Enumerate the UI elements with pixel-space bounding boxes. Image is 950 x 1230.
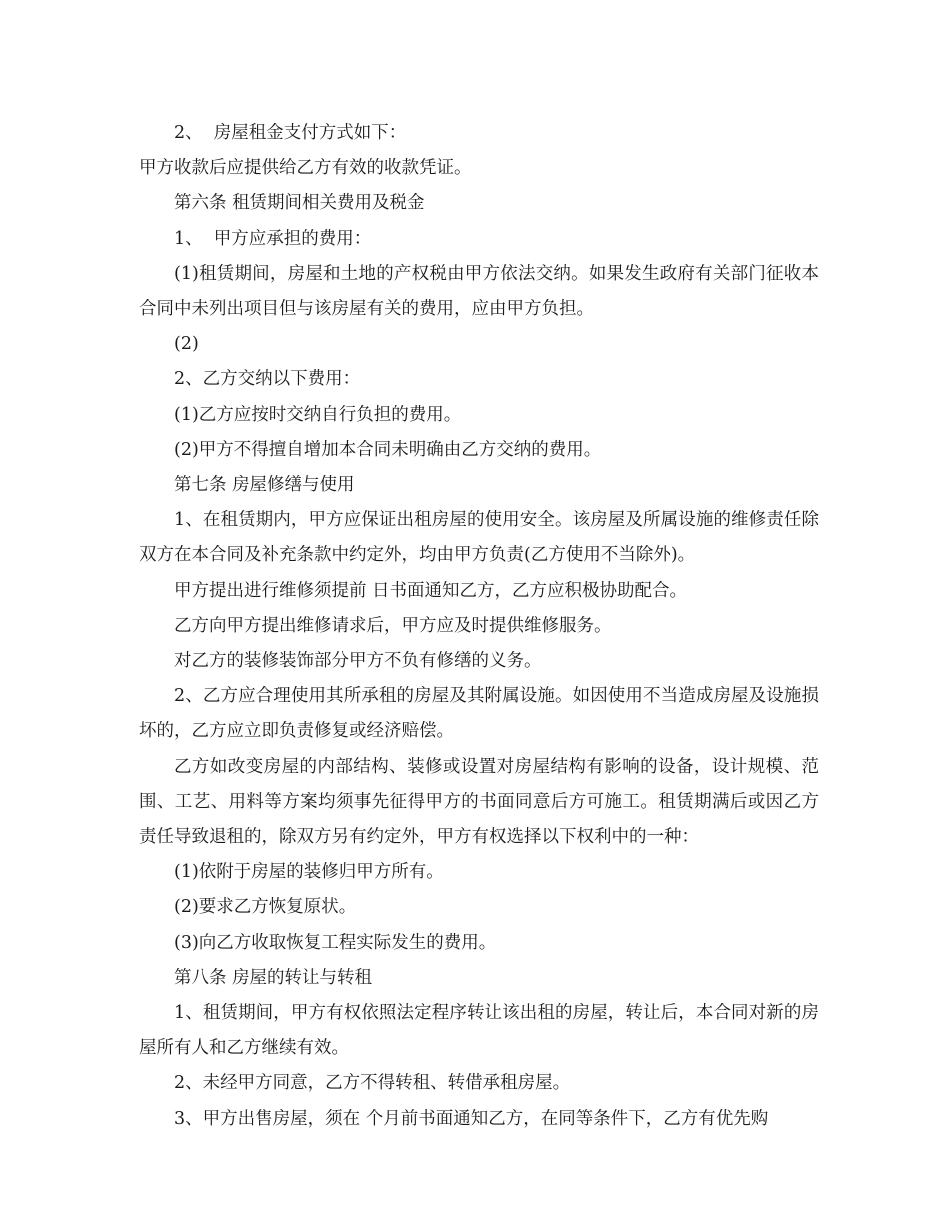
paragraph-no-sublet: 2、未经甲方同意，乙方不得转租、转借承租房屋。 bbox=[174, 1073, 571, 1094]
paragraph-party-a-costs: 1、 甲方应承担的费用： bbox=[174, 228, 372, 249]
heading-article-8: 第八条 房屋的转让与转租 bbox=[174, 967, 373, 988]
paragraph-repair-request: 乙方向甲方提出维修请求后，甲方应及时提供维修服务。 bbox=[174, 615, 612, 636]
paragraph-option-2: (2)要求乙方恢复原状。 bbox=[174, 897, 357, 918]
paragraph-no-extra-fees: (2)甲方不得擅自增加本合同未明确由乙方交纳的费用。 bbox=[174, 439, 602, 460]
paragraph-property-tax: (1)租赁期间，房屋和土地的产权税由甲方依法交纳。如果发生政府有关部门征收本合同中未列出项目但与该房屋有关的费用，应由甲方负担。 bbox=[139, 263, 819, 320]
paragraph-blank-item-2: (2) bbox=[174, 334, 199, 355]
paragraph-maintenance-duty: 1、在租赁期内，甲方应保证出租房屋的使用安全。该房屋及所属设施的维修责任除双方在本合同及补充条款中约定外，均由甲方负责(乙方使用不当除外)。 bbox=[139, 510, 819, 566]
paragraph-transfer: 1、租赁期间，甲方有权依照法定程序转让该出租的房屋，转让后，本合同对新的房屋所有人和乙方继续有效。 bbox=[139, 1003, 819, 1059]
paragraph-receipt: 甲方收款后应提供给乙方有效的收款凭证。 bbox=[139, 158, 472, 179]
paragraph-reasonable-use: 2、乙方应合理使用其所承租的房屋及其附属设施。如因使用不当造成房屋及设施损坏的，乙方应立即负责修复或经济赔偿。 bbox=[139, 686, 819, 742]
paragraph-sale-notice: 3、甲方出售房屋，须在 个月前书面通知乙方，在同等条件下，乙方有优先购 bbox=[174, 1108, 769, 1129]
paragraph-option-3: (3)向乙方收取恢复工程实际发生的费用。 bbox=[174, 932, 497, 953]
document-body bbox=[139, 116, 819, 1137]
paragraph-pay-on-time: (1)乙方应按时交纳自行负担的费用。 bbox=[174, 404, 462, 425]
heading-article-6: 第六条 租赁期间相关费用及税金 bbox=[174, 193, 425, 214]
paragraph-option-1: (1)依附于房屋的装修归甲方所有。 bbox=[174, 862, 444, 883]
paragraph-repair-notice: 甲方提出进行维修须提前 日书面通知乙方，乙方应积极协助配合。 bbox=[174, 580, 688, 601]
paragraph-party-b-costs: 2、乙方交纳以下费用： bbox=[174, 369, 361, 390]
paragraph-rent-payment-method: 2、 房屋租金支付方式如下： bbox=[174, 123, 407, 143]
heading-article-7: 第七条 房屋修缮与使用 bbox=[174, 475, 355, 496]
paragraph-structural-changes: 乙方如改变房屋的内部结构、装修或设置对房屋结构有影响的设备，设计规模、范围、工艺、用料等方案均须事先征得甲方的书面同意后方可施工。租赁期满后或因乙方责任导致退租的，除双方另有约定外，甲方有权选择以下权利中的一种： bbox=[139, 756, 819, 848]
paragraph-decoration-repair: 对乙方的装修装饰部分甲方不负有修缮的义务。 bbox=[174, 651, 542, 672]
